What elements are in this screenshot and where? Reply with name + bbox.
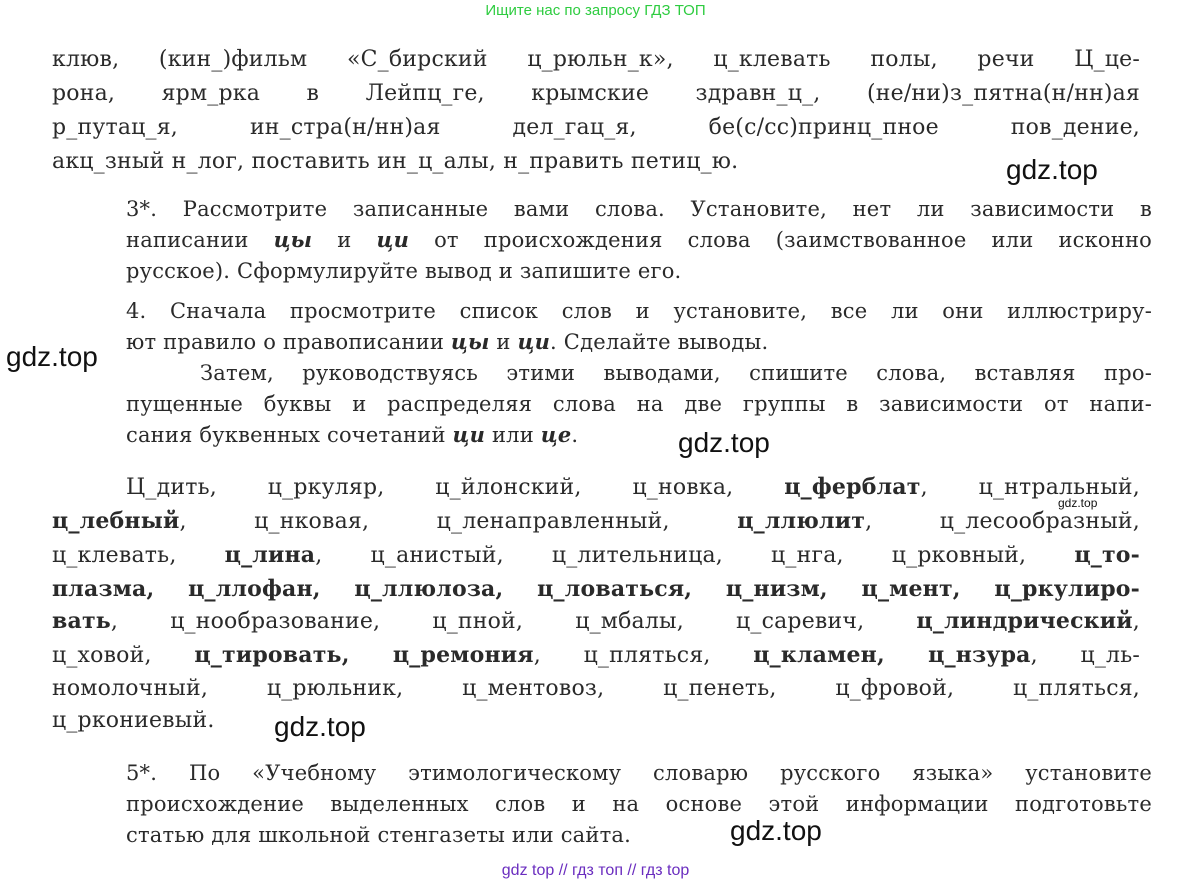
text-segment: рона, ярм_рка в Лейпц_ге, крымские здравн_ц_, (не/ни)з_пятна(н/нн)ая (52, 81, 1140, 106)
text-segment: Ц_дить, ц_ркуляр, ц_йлонский, ц_новка, (126, 475, 785, 500)
text-segment: номолочный, ц_рюльник, ц_ментовоз, ц_пенеть, ц_фровой, ц_пляться, (52, 676, 1140, 701)
task4-line (200, 358, 1152, 388)
emphasized-text: це (540, 422, 572, 447)
word-list-line (126, 472, 1140, 502)
task3-line (126, 225, 1152, 255)
text-segment: от происхождения слова (заимствованное или исконно (409, 228, 1152, 252)
word-list-line (52, 640, 1140, 670)
emphasized-text: ци (517, 329, 551, 354)
text-segment: ц_ховой, (52, 643, 195, 668)
emphasized-text: ци (452, 422, 486, 447)
task4-line (126, 296, 1152, 326)
text-segment: и (312, 228, 377, 252)
task4-line (126, 389, 1152, 419)
watermark: gdz.top (1058, 496, 1098, 510)
text-segment: , ц_анистый, ц_лительница, ц_нга, ц_рковный, (315, 543, 1075, 568)
task5-line (126, 758, 1152, 788)
word-list-line (52, 506, 1140, 536)
footer-banner: gdz top // гдз топ // гдз top (501, 862, 690, 879)
watermark: gdz.top (6, 341, 98, 372)
emphasized-text: ц_тировать, ц_ремония (194, 642, 534, 668)
task3-line (126, 256, 786, 286)
text-segment: сания буквенных сочетаний (126, 423, 453, 447)
text-segment: ц_ркониевый. (52, 708, 215, 733)
text-segment: и (489, 330, 518, 354)
emphasized-text: цы (273, 227, 313, 252)
task3-line (126, 194, 1152, 224)
text-segment: пущенные буквы и распределяя слова на две группы в зависимости от напи- (126, 392, 1152, 416)
watermark: gdz.top (678, 427, 770, 458)
text-line (52, 147, 947, 177)
emphasized-text: ц_лебный (52, 508, 180, 534)
text-segment: написании (126, 228, 274, 252)
task4-line (126, 327, 886, 357)
emphasized-text: ц_ферблат (784, 474, 921, 500)
text-segment: . (571, 423, 579, 447)
text-segment: ют правило о правописании (126, 330, 451, 354)
word-list-line (52, 674, 1140, 704)
text-segment: , ц_нковая, ц_ленаправленный, (179, 509, 738, 534)
text-line (52, 45, 1140, 75)
word-list-line (52, 706, 272, 736)
text-segment: . Сделайте выводы. (550, 330, 769, 354)
watermark: gdz.top (274, 711, 366, 742)
emphasized-text: плазма, ц_ллофан, ц_ллюлоза, ц_ловаться, ц_низм, ц_мент, ц_ркулиро- (52, 576, 1140, 602)
emphasized-text: ц_линдрический (916, 608, 1133, 634)
emphasized-text: ц_ллюлит (737, 508, 866, 534)
text-segment: р_путац_я, ин_стра(н/нн)ая дел_гац_я, бе(с/сс)принц_пное пов_дение, (52, 115, 1140, 140)
text-segment: 5*. По «Учебному этимологическому словарю русского языка» установите (126, 761, 1152, 785)
text-segment: , ц_ль- (1030, 643, 1141, 668)
word-list-line (52, 606, 1140, 636)
emphasized-text: ц_кламен, ц_нзура (753, 642, 1031, 668)
text-segment: ц_клевать, (52, 543, 225, 568)
text-segment: , ц_лесообразный, (865, 509, 1140, 534)
emphasized-text: ц_лина (224, 542, 316, 568)
text-line (52, 113, 1140, 143)
text-segment: происхождение выделенных слов и на основе этой информации подготовьте (126, 792, 1152, 816)
text-segment: клюв, (кин_)фильм «С_бирский ц_рюльн_к», ц_клевать полы, речи Ц_це- (52, 47, 1140, 72)
text-segment: или (485, 423, 541, 447)
text-segment: русское). Сформулируйте вывод и запишите его. (126, 259, 682, 283)
text-segment: 3*. Рассмотрите записанные вами слова. Установите, нет ли зависимости в (126, 197, 1152, 221)
text-segment: , ц_нтральный, (920, 475, 1140, 500)
emphasized-text: ци (376, 227, 410, 252)
text-line (52, 79, 1140, 109)
emphasized-text: ц_то- (1074, 542, 1141, 568)
text-segment: , (1132, 609, 1140, 634)
task5-line (126, 820, 726, 850)
text-segment: Затем, руководствуясь этими выводами, спишите слова, вставляя про- (200, 361, 1152, 385)
text-segment: , ц_пляться, (533, 643, 754, 668)
text-segment: , ц_нообразование, ц_пной, ц_мбалы, ц_саревич, (110, 609, 917, 634)
header-banner: Ищите нас по запросу ГДЗ ТОП (485, 2, 706, 19)
text-segment: акц_зный н_лог, поставить ин_ц_алы, н_править петиц_ю. (52, 149, 739, 174)
text-segment: 4. Сначала просмотрите список слов и установите, все ли они иллюстриру- (126, 299, 1152, 323)
emphasized-text: вать (52, 608, 111, 634)
text-segment: статью для школьной стенгазеты или сайта. (126, 823, 631, 847)
watermark: gdz.top (730, 815, 822, 846)
watermark: gdz.top (1006, 154, 1098, 185)
task5-line (126, 789, 1152, 819)
task4-line (126, 420, 666, 450)
word-list-line (52, 540, 1140, 570)
emphasized-text: цы (450, 329, 490, 354)
word-list-line (52, 574, 1140, 604)
